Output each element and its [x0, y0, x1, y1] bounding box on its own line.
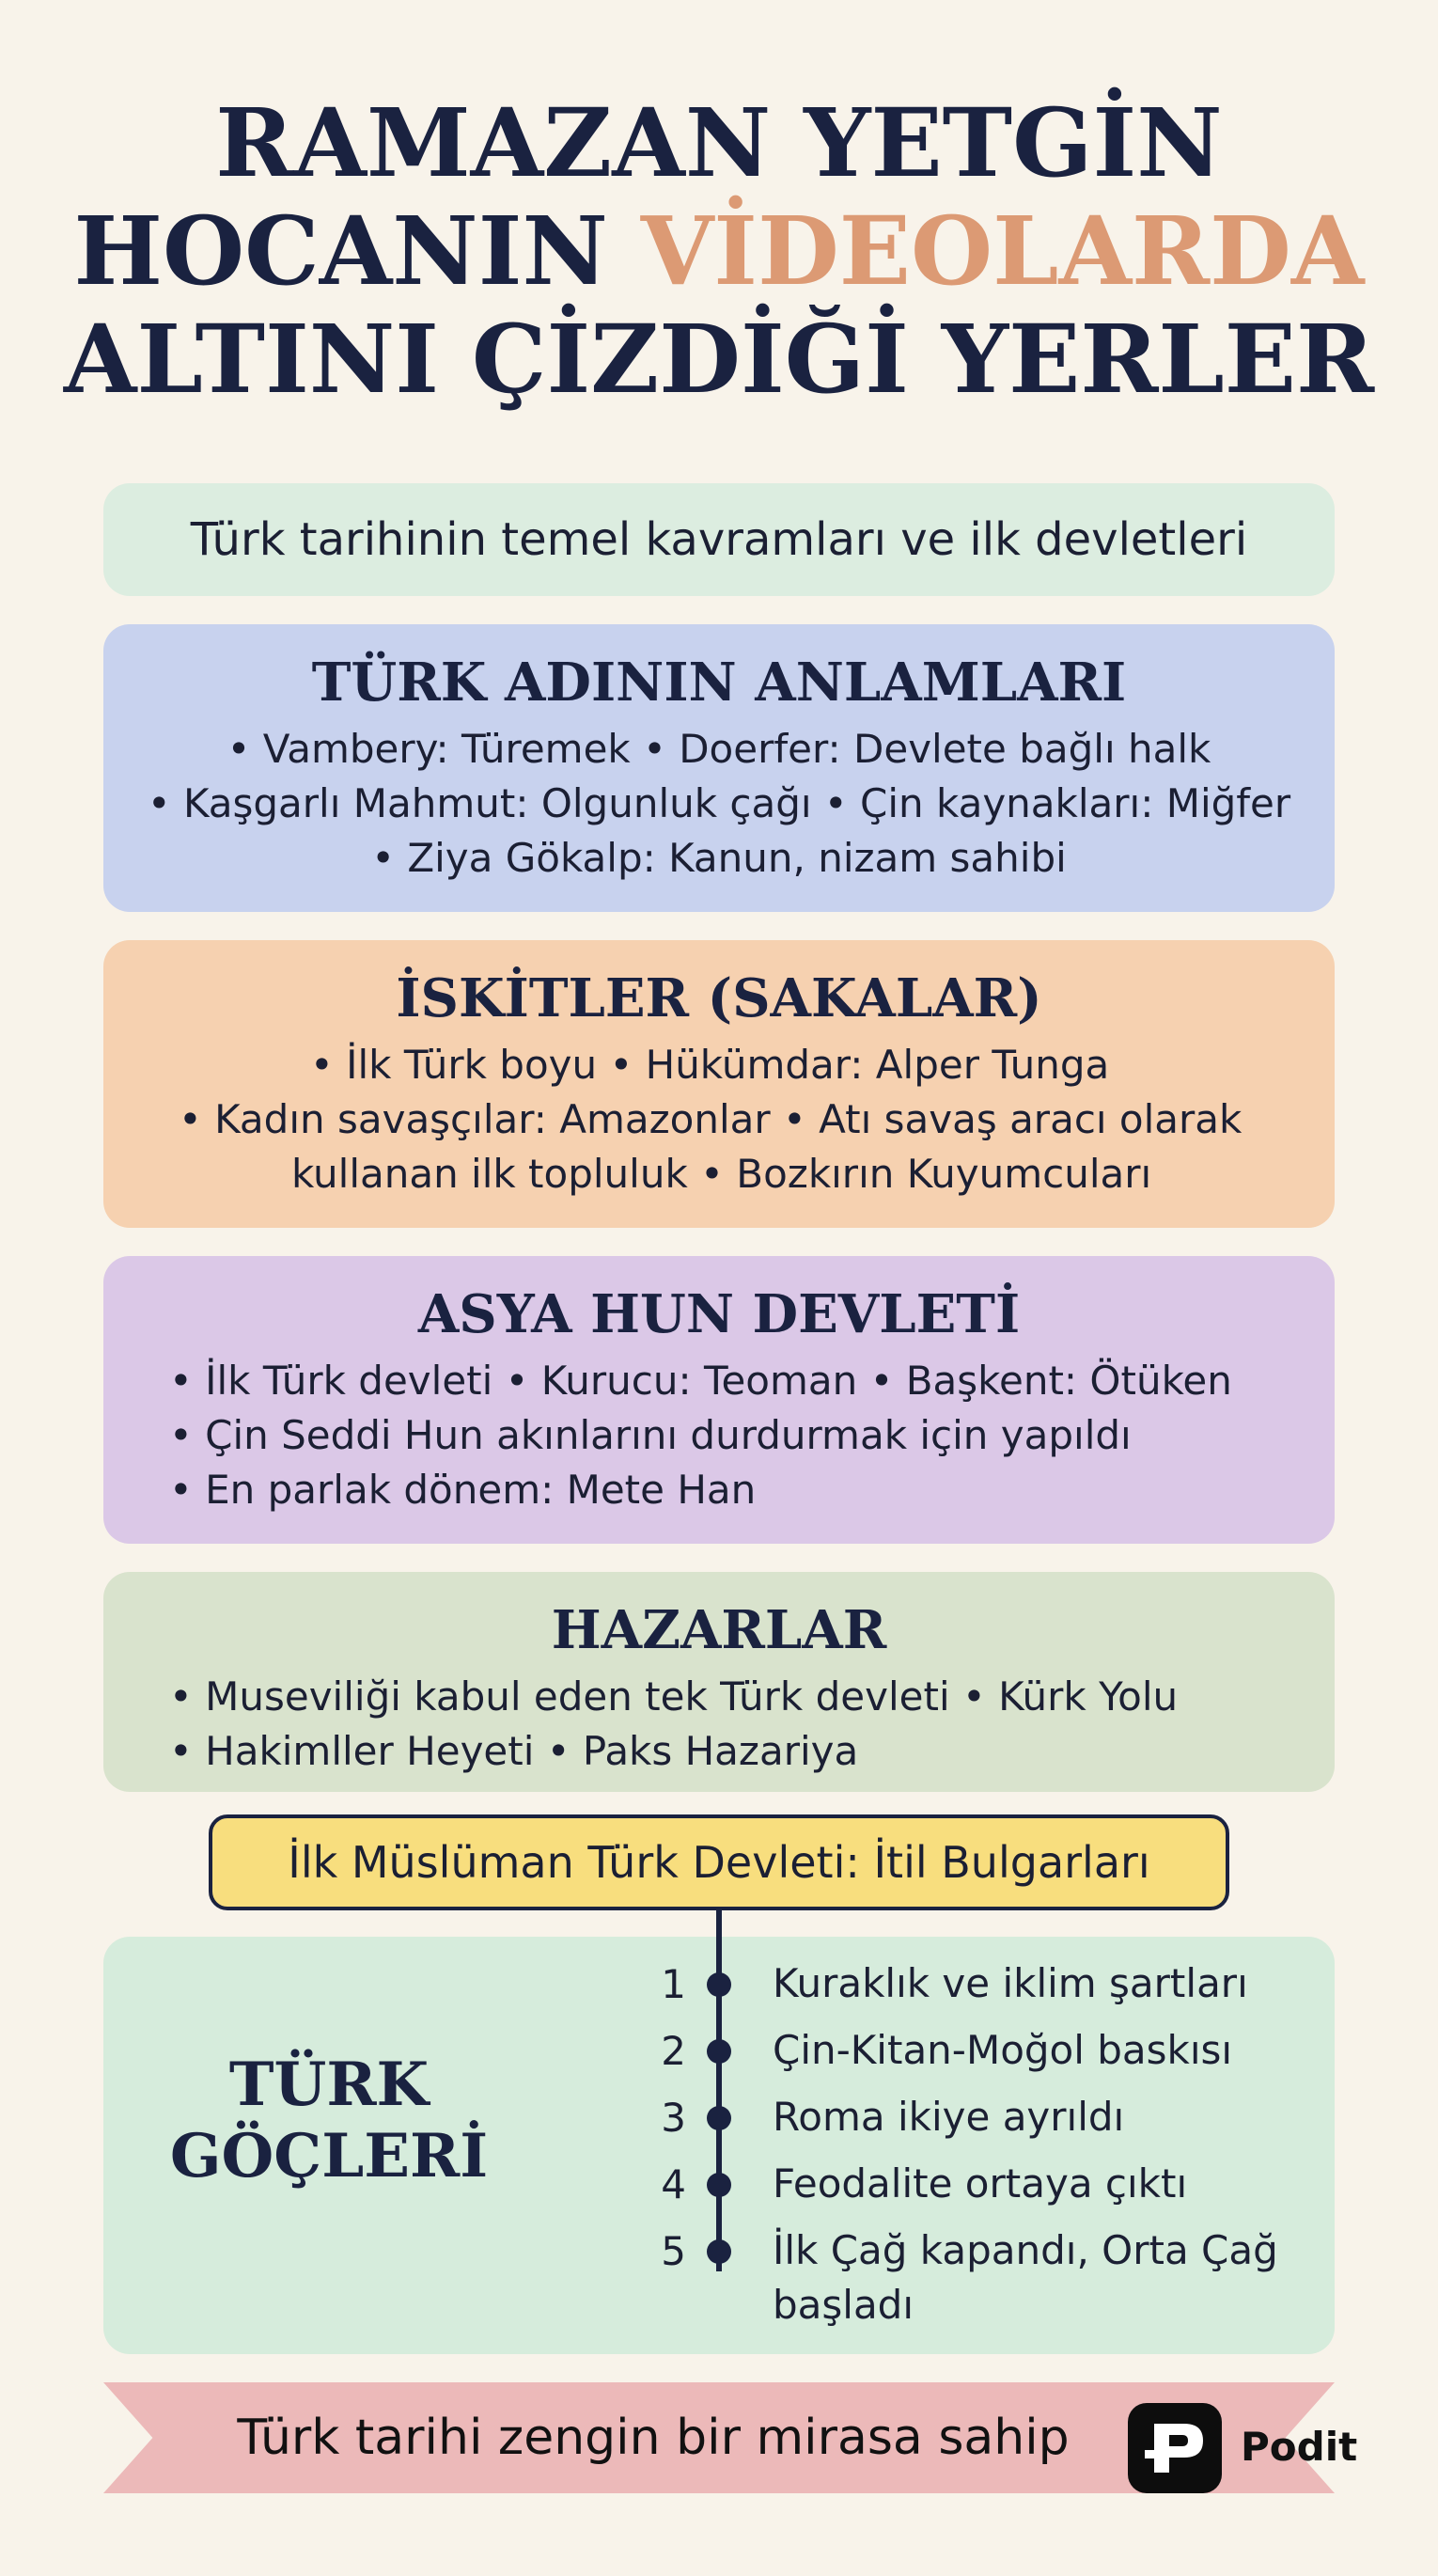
- section-line: • Ziya Gökalp: Kanun, nizam sahibi: [371, 835, 1067, 881]
- section-heading: TÜRK ADININ ANLAMLARI: [311, 652, 1127, 714]
- section-line: • İlk Türk devleti • Kurucu: Teoman • Başkent: Ötüken: [169, 1358, 1232, 1404]
- step-number: 5: [661, 2228, 686, 2274]
- section-turk-adi: [103, 624, 1335, 912]
- timeline-dot-icon: [707, 2106, 731, 2130]
- section-lines: [103, 1670, 1335, 1779]
- title-line-2: [0, 197, 1438, 306]
- migration-step: [0, 2157, 1438, 2213]
- step-number: 3: [661, 2095, 686, 2141]
- timeline-dot-icon: [707, 2173, 731, 2197]
- timeline-dot-icon: [707, 2239, 731, 2264]
- section-lines: [103, 1038, 1335, 1202]
- first-muslim-state-banner: İlk Müslüman Türk Devleti: İtil Bulgarları: [209, 1814, 1229, 1910]
- section-lines: [103, 1354, 1335, 1517]
- title-line-3: ALTINI ÇİZDİĞİ YERLER: [63, 304, 1375, 415]
- title-line-1: RAMAZAN YETGİN: [215, 87, 1223, 198]
- migrations-title-line-2: GÖÇLERİ: [169, 2121, 489, 2191]
- section-line: • Hakimller Heyeti • Paks Hazariya: [169, 1728, 859, 1774]
- section-heading: İSKİTLER (SAKALAR): [396, 967, 1042, 1029]
- timeline-dot-icon: [707, 2039, 731, 2064]
- title-line-2-prefix: HOCANIN: [73, 196, 641, 306]
- step-text: Feodalite ortaya çıktı: [773, 2160, 1188, 2207]
- section-iskitler: [103, 940, 1335, 1228]
- section-heading: ASYA HUN DEVLETİ: [417, 1283, 1021, 1345]
- step-text: Roma ikiye ayrıldı: [773, 2094, 1125, 2140]
- page-title: [0, 89, 1438, 414]
- podit-logo-icon: [1128, 2403, 1222, 2493]
- section-lines: [103, 722, 1335, 886]
- subtitle-box: Türk tarihinin temel kavramları ve ilk devletleri: [103, 483, 1335, 596]
- section-line: kullanan ilk topluluk • Bozkırın Kuyumcuları: [291, 1151, 1152, 1197]
- section-line: • Kadın savaşçılar: Amazonlar • Atı savaş aracı olarak: [179, 1096, 1243, 1142]
- title-accent-word: VİDEOLARDA: [640, 196, 1365, 306]
- section-line: • İlk Türk boyu • Hükümdar: Alper Tunga: [310, 1042, 1110, 1088]
- footer-text: Türk tarihi zengin bir mirasa sahip: [237, 2410, 1070, 2466]
- step-text: Çin-Kitan-Moğol baskısı: [773, 2027, 1233, 2073]
- step-text: Kuraklık ve iklim şartları: [773, 1960, 1248, 2006]
- section-line: • En parlak dönem: Mete Han: [169, 1467, 757, 1513]
- timeline-dot-icon: [707, 1972, 731, 1997]
- step-number: 2: [661, 2028, 686, 2074]
- section-hazarlar: [103, 1572, 1335, 1792]
- section-line: • Vambery: Türemek • Doerfer: Devlete bağlı halk: [227, 726, 1211, 772]
- migration-step: [0, 1956, 1438, 2013]
- section-heading: HAZARLAR: [551, 1599, 887, 1661]
- step-text: İlk Çağ kapandı, Orta Çağ başladı: [773, 2227, 1278, 2328]
- step-number: 4: [661, 2161, 686, 2207]
- section-line: • Kaşgarlı Mahmut: Olgunluk çağı • Çin kaynakları: Miğfer: [147, 780, 1291, 826]
- section-asya-hun: [103, 1256, 1335, 1544]
- migration-step: [0, 2090, 1438, 2146]
- step-number: 1: [661, 1961, 686, 2007]
- migration-step: [0, 2023, 1438, 2080]
- brand-name: Podit: [1241, 2424, 1358, 2470]
- migration-step: [0, 2223, 1438, 2328]
- section-line: • Museviliği kabul eden tek Türk devleti • Kürk Yolu: [169, 1673, 1179, 1720]
- migrations-title-line-1: TÜRK: [228, 2050, 430, 2120]
- section-line: • Çin Seddi Hun akınlarını durdurmak için yapıldı: [169, 1412, 1132, 1458]
